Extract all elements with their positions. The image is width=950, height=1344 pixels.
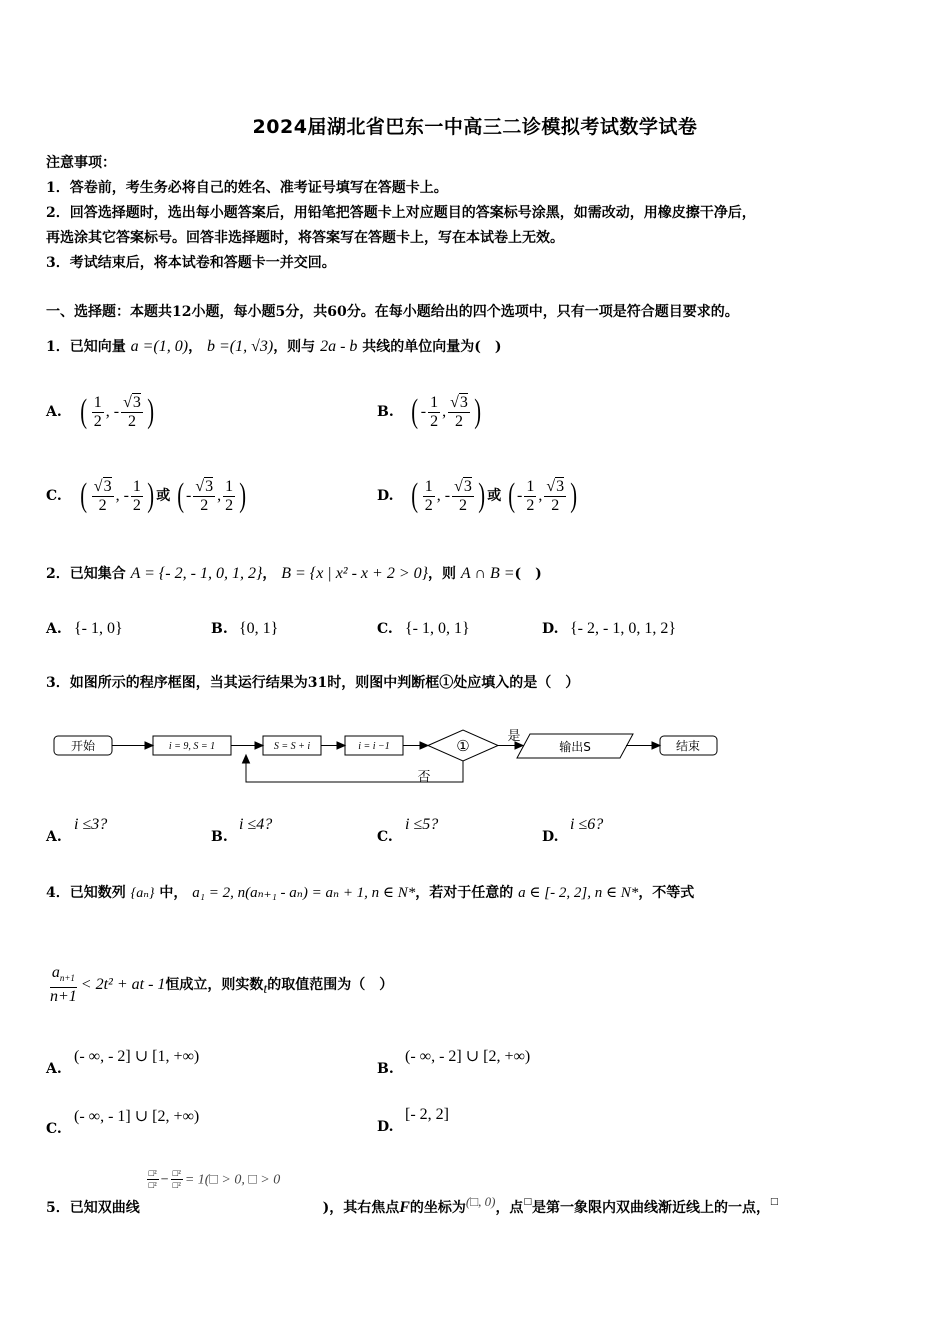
notice-heading: 注意事项：: [46, 155, 116, 171]
q3-option-b-label: B.: [211, 829, 228, 845]
flow-init-label: i = 9, S = 1: [168, 741, 216, 752]
notice-item-1: 1．答卷前，考生务必将自己的姓名、准考证号填写在答题卡上。: [46, 180, 448, 196]
q1-vector-a: a =(1, 0): [130, 338, 189, 355]
q3-option-d-label: D.: [542, 829, 559, 845]
q5-hyperbola-equation: $\frac{\text{□²}}{\text{□²}}$ − $\frac{\text{□²}}{\text{□²}}$ = 1(□ > 0, □ > 0: [148, 1168, 281, 1190]
q2-option-a[interactable]: [46, 620, 123, 638]
q1-expr: 2a - b: [320, 338, 358, 355]
q2-option-c-value: {- 1, 0, 1}: [405, 620, 470, 637]
q2-suffix: ( ): [514, 566, 542, 582]
q4-option-b[interactable]: [377, 1046, 530, 1077]
notice-item-2: 2．回答选择题时，选出每小题答案后，用铅笔把答题卡上对应题目的答案标号涂黑，如需改动，用橡皮擦干净后，: [46, 205, 756, 221]
q3-option-a-label: A.: [46, 829, 62, 845]
q4-option-d-value: [- 2, 2]: [405, 1106, 449, 1123]
q4-option-c[interactable]: [46, 1106, 199, 1137]
page-title: 2024届湖北省巴东一中高三二诊模拟考试数学试卷: [252, 116, 698, 138]
q1-option-c-label: C.: [46, 488, 62, 504]
q4-option-c-label: C.: [46, 1121, 62, 1137]
q4-option-a-label: A.: [46, 1061, 62, 1077]
q1-option-b-label: B.: [377, 404, 394, 420]
q4-option-b-label: B.: [377, 1061, 394, 1077]
q2-option-b-value: {0, 1}: [239, 620, 279, 637]
flow-step1-label: S = S + i: [273, 741, 311, 752]
section-heading: 一、选择题：本题共12小题，每小题5分，共60分。在每小题给出的四个选项中，只有一项是符合题目要求的。: [46, 304, 739, 320]
q4-option-d[interactable]: [377, 1106, 449, 1135]
q3-option-c[interactable]: [377, 816, 438, 845]
q5-suffix: 是第一象限内双曲线渐近线上的一点，: [531, 1200, 770, 1216]
q1-option-c-or: 或: [156, 488, 171, 504]
q2-expr: A ∩ B =: [460, 565, 515, 582]
q4-prefix: 4．已知数列: [46, 885, 126, 901]
q4-mid1: 中，: [159, 885, 188, 901]
flow-no-label: 否: [417, 770, 431, 785]
q5-coordinate: (□, 0): [465, 1194, 496, 1209]
question-4: [46, 882, 694, 902]
q3-option-d-value: i ≤6?: [570, 816, 604, 833]
q3-option-b[interactable]: [211, 816, 272, 845]
question-1: [46, 336, 502, 356]
flowchart: [50, 725, 730, 790]
q2-option-d-label: D.: [542, 621, 559, 637]
q2-option-c[interactable]: [377, 620, 470, 638]
q2-option-d[interactable]: [542, 620, 676, 638]
q4-option-a-value: (- ∞, - 2] ∪ [1, +∞): [74, 1048, 200, 1065]
q2-option-d-value: {- 2, - 1, 0, 1, 2}: [570, 620, 677, 637]
q1-prefix: 1．已知向量: [46, 339, 126, 355]
q3-option-c-value: i ≤5?: [405, 816, 439, 833]
flow-step2-label: i = i −1: [358, 741, 390, 752]
q5-equation-rhs: = 1(□ > 0, □ > 0: [184, 1172, 281, 1188]
q3-option-c-label: C.: [377, 829, 393, 845]
q4-mid2: ，若对于任意的: [415, 885, 514, 901]
q1-option-a-label: A.: [46, 404, 62, 420]
q4-option-b-value: (- ∞, - 2] ∪ [2, +∞): [405, 1048, 531, 1065]
q4-sequence: {aₙ}: [130, 886, 155, 901]
q4-variable: t: [263, 982, 268, 998]
q4-inequality: < 2t² + at - 1: [80, 976, 166, 994]
flow-yes-label: 是: [507, 729, 521, 744]
q4-range: a ∈ [- 2, 2], n ∈ N*: [518, 885, 639, 901]
q2-set-b: B = {x | x² - x + 2 > 0}: [281, 565, 429, 582]
question-4-line2: $\frac{a_{n+1}}{n+1}$ < 2t² + at - 1恒成立，则实数t的取值范围为（ ）: [50, 964, 394, 1006]
q4-suffix: ，不等式: [638, 885, 695, 901]
q4-option-c-value: (- ∞, - 1] ∪ [2, +∞): [74, 1108, 200, 1125]
q2-option-a-value: {- 1, 0}: [74, 620, 123, 637]
flow-end-label: 结束: [675, 739, 701, 753]
q4-line2: 恒成立，则实数: [165, 977, 264, 994]
question-2: [46, 563, 542, 583]
q2-option-b-label: B.: [211, 621, 228, 637]
q3-option-d[interactable]: [542, 816, 603, 845]
q1-option-a[interactable]: A. ( $\frac{1}{2}$ , - $\frac{√3}{2}$ ): [46, 393, 154, 430]
q2-option-a-label: A.: [46, 621, 62, 637]
q1-suffix: 共线的单位向量为( ): [362, 339, 502, 355]
q4-option-a[interactable]: [46, 1046, 199, 1077]
flow-start-label: 开始: [70, 739, 96, 753]
q2-option-c-label: C.: [377, 621, 393, 637]
q5-focus: F: [399, 1199, 410, 1216]
q2-prefix: 2．已知集合: [46, 566, 126, 582]
q3-option-a-value: i ≤3?: [74, 816, 108, 833]
q3-option-a[interactable]: [46, 816, 107, 845]
q1-option-c[interactable]: C. ( $\frac{√3}{2}$ , - $\frac{1}{2}$ ) 或 ( - $\frac{√3}{2}$ , $\frac{1}{2}$ ): [46, 477, 247, 514]
q2-sep: ，: [262, 566, 277, 582]
q4-condition: a₁ = 2, n(aₙ₊₁ - aₙ) = aₙ + 1, n ∈ N*: [192, 885, 416, 901]
q1-mid: ，则与: [273, 339, 316, 355]
q1-option-d-label: D.: [377, 488, 394, 504]
q1-option-d-or: 或: [487, 488, 502, 504]
q1-option-d[interactable]: D. ( $\frac{1}{2}$ , - $\frac{√3}{2}$ ) 或 ( - $\frac{1}{2}$ , $\frac{√3}{2}$ ): [377, 477, 578, 514]
q5-mid3: ，点: [495, 1200, 524, 1216]
q5-mid: )，其右焦点: [322, 1200, 400, 1216]
q3-option-b-value: i ≤4?: [239, 816, 273, 833]
q4-option-d-label: D.: [377, 1119, 394, 1135]
q2-option-b[interactable]: [211, 620, 278, 638]
q1-sep: ，: [188, 339, 203, 355]
q4-line2b: 的取值范围为（ ）: [267, 977, 394, 994]
question-3: 3．如图所示的程序框图，当其运行结果为31时，则图中判断框①处应填入的是（ ）: [46, 675, 580, 691]
q2-mid: ，则: [428, 566, 457, 582]
q1-vector-b: b =(1, √3): [206, 338, 274, 355]
flow-decision-label: ①: [456, 737, 470, 755]
notice-item-2-cont: 再选涂其它答案标号。回答非选择题时，将答案写在答题卡上，写在本试卷上无效。: [46, 230, 564, 246]
question-5: 5．已知双曲线 $\frac{\text{□²}}{\text{□²}}$ − $\frac{\text{□²}}{\text{□²}}$ = 1(□ > 0, □ > 0 )，其右焦点F的坐标为(□, 0)，点□是第一象限内双曲线渐近线上的一点，□: [46, 1168, 779, 1216]
q2-set-a: A = {- 2, - 1, 0, 1, 2}: [130, 565, 263, 582]
notice-item-3: 3．考试结束后，将本试卷和答题卡一并交回。: [46, 255, 336, 271]
flow-output-label: 输出S: [559, 740, 591, 754]
q5-prefix: 5．已知双曲线: [46, 1200, 140, 1216]
q1-option-b[interactable]: B. ( - $\frac{1}{2}$ , $\frac{√3}{2}$ ): [377, 393, 481, 430]
q5-mid2: 的坐标为: [409, 1200, 466, 1216]
